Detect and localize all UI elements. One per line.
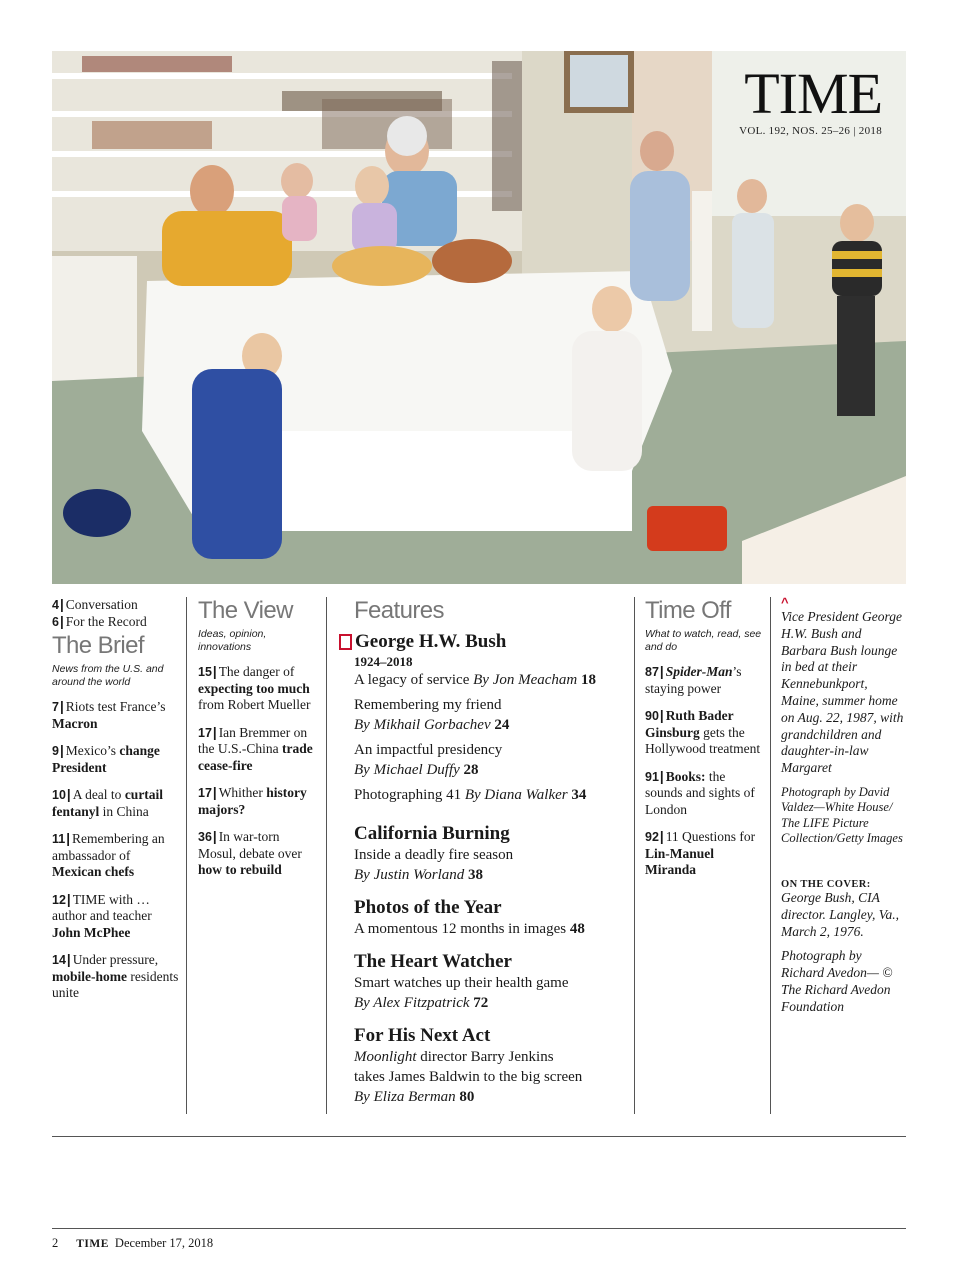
column-divider <box>186 597 187 1114</box>
item-text: trade cease-fire <box>198 741 313 773</box>
item-text: A deal to <box>72 787 125 802</box>
feature-byline: By Diana Walker <box>464 787 568 803</box>
toc-item[interactable] <box>645 708 763 758</box>
item-text: John McPhee <box>52 924 131 940</box>
page-number: 87 <box>645 665 659 679</box>
feature-title: Photos of the Year <box>354 897 502 918</box>
page-number: 38 <box>468 867 484 883</box>
toc-item[interactable] <box>52 952 182 1002</box>
cover-story-icon <box>339 634 352 650</box>
separator: | <box>212 785 217 800</box>
item-text: in China <box>99 803 149 819</box>
toc-item[interactable] <box>52 699 182 732</box>
item-text: residents unite <box>52 968 179 1000</box>
page-number: 4 <box>52 598 59 612</box>
page-number: 24 <box>494 717 510 733</box>
page-number: 34 <box>571 787 587 803</box>
separator: | <box>59 699 64 714</box>
footer-page-number: 2 <box>52 1236 59 1250</box>
feature-photos[interactable] <box>354 897 625 939</box>
toc-item[interactable] <box>198 725 320 775</box>
feature-dek: A momentous 12 months in images <box>354 921 570 937</box>
item-text: Spider-Man <box>665 664 733 679</box>
feature-dek: Photographing 41 <box>354 787 465 803</box>
page-number: 14 <box>52 953 66 967</box>
item-text: expecting too much <box>198 680 310 696</box>
page-number: 17 <box>198 725 212 740</box>
feature-title: California Burning <box>354 823 510 844</box>
item-text: Conversation <box>65 597 138 612</box>
separator: | <box>66 952 71 967</box>
feature-dek: Inside a deadly fire season <box>354 847 514 863</box>
toc-item[interactable] <box>52 831 182 881</box>
feature-subitem[interactable] <box>354 670 625 690</box>
page-number: 15 <box>198 665 212 679</box>
feature-byline: By Jon Meacham <box>473 672 578 688</box>
feature-subitem[interactable] <box>354 740 625 780</box>
brief-top-list <box>52 597 182 630</box>
toc-item[interactable] <box>645 769 763 819</box>
feature-heart[interactable] <box>354 951 625 1013</box>
feature-dek: An impactful presidency <box>354 742 503 758</box>
section-rule <box>52 1136 906 1137</box>
page-number: 11 <box>52 832 66 846</box>
item-text: from Robert Mueller <box>198 697 311 712</box>
page-number: 18 <box>581 672 596 688</box>
cover-photo <box>52 51 906 584</box>
item-text: Macron <box>52 715 98 731</box>
separator: | <box>59 613 64 629</box>
timeoff-items <box>645 664 763 879</box>
footer-logo: TIME <box>76 1238 109 1250</box>
page-number: 80 <box>459 1089 475 1105</box>
page-number: 9 <box>52 744 59 758</box>
feature-byline: By Alex Fitzpatrick <box>354 995 470 1011</box>
page-footer <box>52 1236 213 1251</box>
features-title: Features <box>354 597 444 624</box>
separator: | <box>659 829 664 844</box>
item-text: Whither <box>218 785 267 800</box>
toc-item[interactable] <box>52 892 182 942</box>
feature-subitem[interactable] <box>354 695 625 735</box>
separator: | <box>66 831 70 846</box>
toc-item[interactable] <box>198 785 320 818</box>
separator: | <box>59 597 64 612</box>
page-number: 91 <box>645 769 659 784</box>
timeoff-subtitle: What to watch, read, see and do <box>645 628 762 653</box>
item-text: Riots test France’s <box>65 699 166 714</box>
item-text: the sounds and sights of London <box>645 768 755 817</box>
cover-credit: Photograph by Richard Avedon— © The Richard Avedon Foundation <box>781 948 893 1014</box>
feature-byline: By Eliza Berman <box>354 1089 456 1105</box>
item-text: mobile-home <box>52 968 127 984</box>
photo-credit: Photograph by David Valdez—White House/ The LIFE Picture Collection/Getty Images <box>781 784 903 846</box>
separator: | <box>212 724 217 740</box>
toc-item[interactable] <box>198 829 320 879</box>
item-text: Under pressure, <box>72 952 159 967</box>
column-divider <box>326 597 327 1114</box>
item-text: Mexico’s <box>65 743 120 758</box>
feature-nextact[interactable] <box>354 1025 625 1107</box>
view-subtitle: Ideas, opinion, innovations <box>198 628 267 653</box>
item-text: gets the Hollywood treatment <box>645 724 761 756</box>
time-logo[interactable]: TIME <box>744 61 882 126</box>
separator: | <box>59 743 64 758</box>
item-text: Ian Bremmer on the U.S.-China <box>198 724 308 756</box>
separator: | <box>659 664 664 679</box>
cover-caption: George Bush, CIA director. Langley, Va., March 2, 1976. <box>781 889 899 939</box>
toc-item[interactable] <box>198 664 320 714</box>
brief-title: The Brief <box>52 632 144 659</box>
page-number: 72 <box>473 995 489 1011</box>
toc-item[interactable] <box>645 664 763 697</box>
feature-lines <box>354 670 625 805</box>
feature-title: George H.W. Bush <box>355 631 507 652</box>
brief-items <box>52 699 182 1002</box>
feature-title: For His Next Act <box>354 1025 491 1046</box>
brief-subtitle: News from the U.S. and around the world <box>52 663 164 688</box>
item-text: change President <box>52 743 160 775</box>
feature-dek: Remembering my friend <box>354 697 502 713</box>
toc-item[interactable] <box>52 743 182 776</box>
column-divider <box>770 597 771 1114</box>
feature-byline: By Michael Duffy <box>354 762 460 778</box>
film-title: Moonlight <box>354 1049 417 1065</box>
feature-dek: director Barry Jenkins <box>416 1049 554 1065</box>
page-number: 7 <box>52 700 59 714</box>
separator: | <box>66 787 71 802</box>
item-text: The danger of <box>218 664 295 679</box>
feature-bush[interactable] <box>340 631 625 805</box>
page-number: 17 <box>198 786 212 800</box>
separator: | <box>659 708 664 723</box>
features-column <box>340 597 625 1107</box>
toc-item[interactable] <box>52 614 182 631</box>
feature-dek: A legacy of service <box>354 672 474 688</box>
masthead <box>739 61 882 137</box>
feature-title: The Heart Watcher <box>354 951 512 972</box>
item-text: Remembering an ambassador of <box>52 831 165 863</box>
item-text: Books: <box>665 768 706 784</box>
timeoff-column <box>645 597 763 890</box>
up-arrow-icon: ^ <box>781 595 789 610</box>
toc-item[interactable] <box>645 829 763 879</box>
separator: | <box>659 768 664 784</box>
item-text: Ruth Bader Ginsburg <box>645 708 734 740</box>
page-number: 10 <box>52 788 66 802</box>
page-number: 90 <box>645 709 659 723</box>
item-text: 11 Questions for <box>665 829 756 844</box>
caption-column <box>781 597 905 1016</box>
item-text: TIME with … author and teacher <box>52 891 152 923</box>
item-text: ’s staying power <box>645 664 742 696</box>
page-number: 12 <box>52 892 66 907</box>
timeoff-title: Time Off <box>645 597 731 624</box>
feature-california[interactable] <box>354 823 625 885</box>
view-title: The View <box>198 597 293 624</box>
page-number: 92 <box>645 830 659 844</box>
view-items <box>198 664 320 879</box>
page-number: 28 <box>463 762 479 778</box>
item-text: In war-torn Mosul, debate over <box>198 829 302 861</box>
feature-dek-2: takes James Baldwin to the big screen <box>354 1069 583 1085</box>
feature-dek: Smart watches up their health game <box>354 975 569 991</box>
volume-info: VOL. 192, NOS. 25–26 | 2018 <box>739 125 882 137</box>
page-number: 6 <box>52 614 59 629</box>
feature-byline: By Mikhail Gorbachev <box>354 717 491 733</box>
separator: | <box>66 891 71 907</box>
feature-dates: 1924–2018 <box>354 654 413 669</box>
item-text: history majors? <box>198 785 307 817</box>
toc-item[interactable] <box>52 597 182 614</box>
photo-caption: Vice President George H.W. Bush and Barbara Bush lounge in bed at their Kennebunkport, Maine, summer home on Aug. 22, 1987, with grandchildren and daughter-in-law Margaret <box>781 609 904 776</box>
toc-item[interactable] <box>52 787 182 820</box>
separator: | <box>212 664 217 679</box>
column-divider <box>634 597 635 1114</box>
footer-rule <box>52 1228 906 1229</box>
feature-subitem[interactable] <box>354 785 625 805</box>
view-column <box>198 597 320 890</box>
item-text: curtail fentanyl <box>52 787 164 819</box>
cover-label: ON THE COVER: <box>781 878 871 890</box>
item-text: For the Record <box>65 613 147 629</box>
footer-date: December 17, 2018 <box>114 1236 214 1250</box>
page-number: 36 <box>198 830 212 844</box>
item-text: Lin-Manuel Miranda <box>645 845 715 877</box>
separator: | <box>212 829 217 844</box>
feature-byline: By Justin Worland <box>354 867 465 883</box>
item-text: Mexican chefs <box>52 864 135 879</box>
item-text: how to rebuild <box>198 862 282 877</box>
brief-column <box>52 597 182 1013</box>
page-number: 48 <box>569 921 585 937</box>
